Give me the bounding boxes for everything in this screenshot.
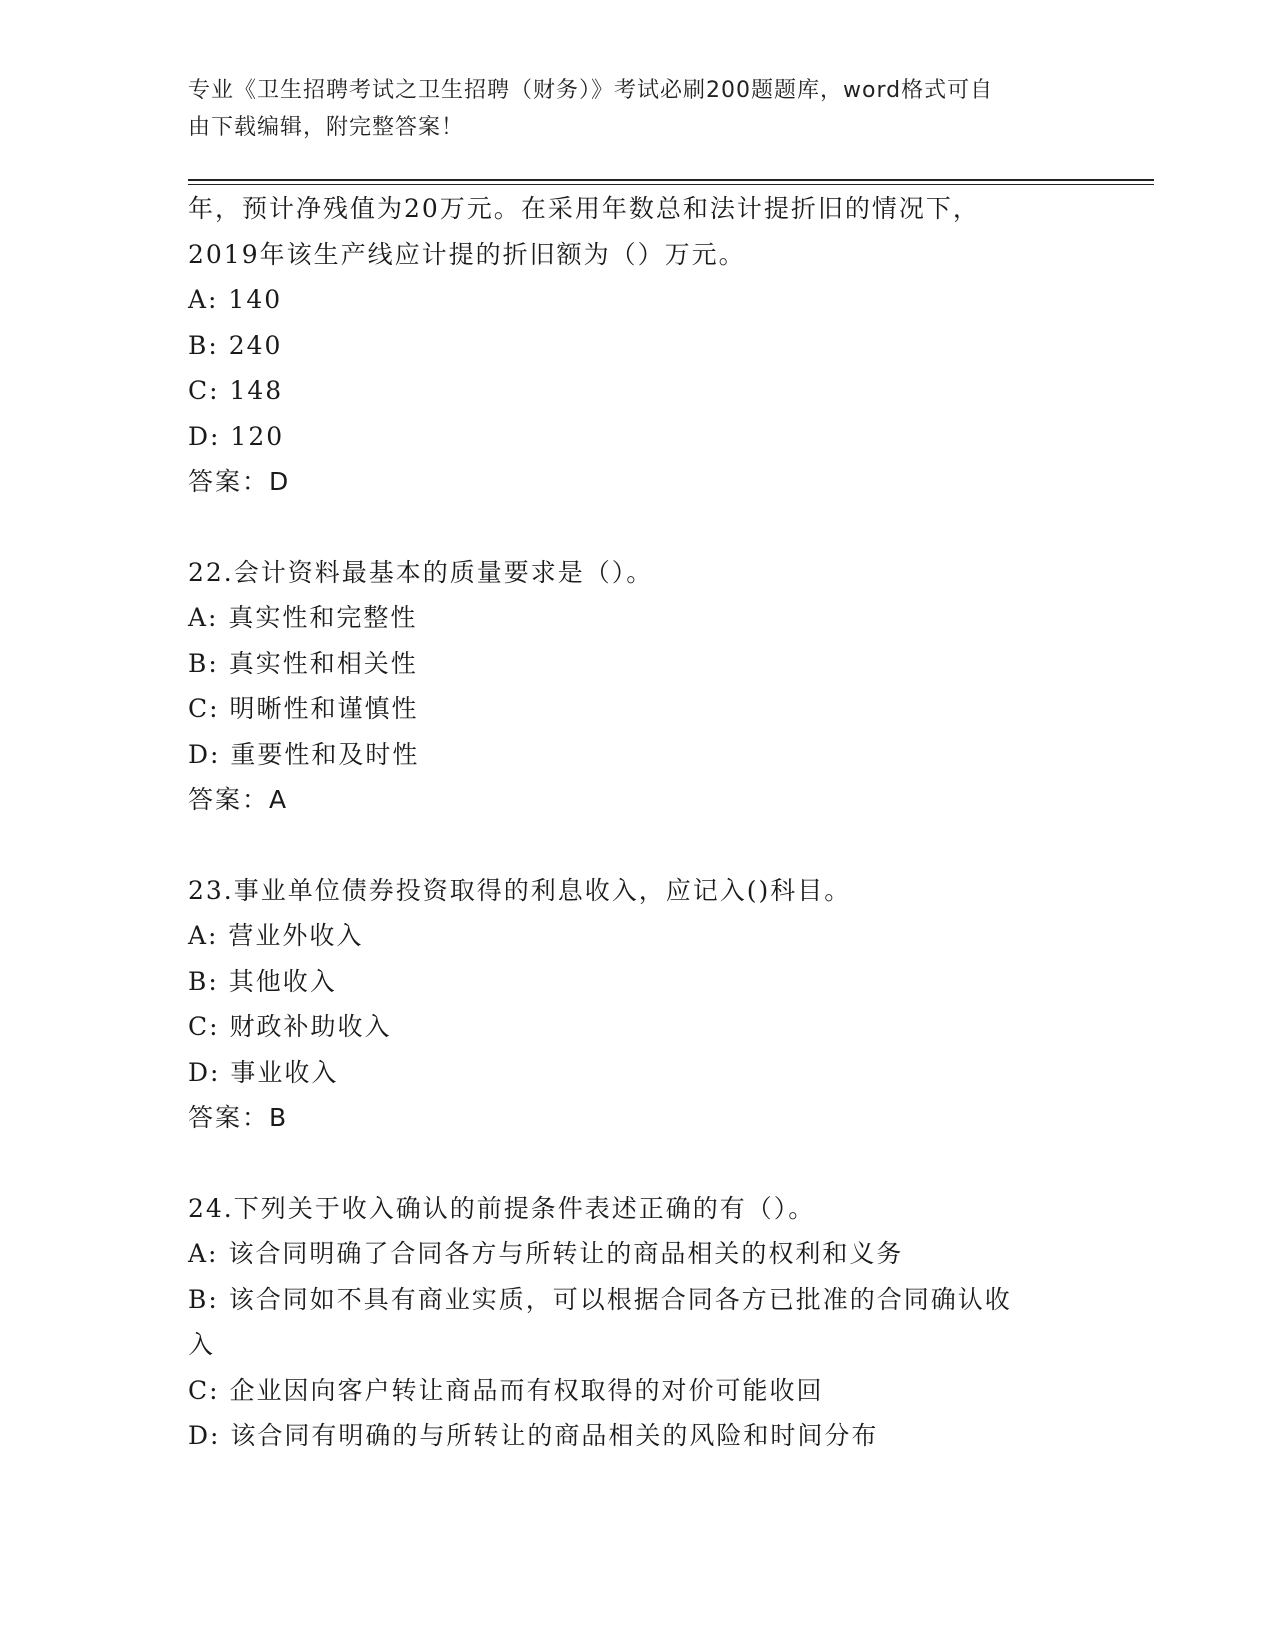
answer-line: 答案：B (188, 1103, 289, 1132)
header-title-line-2: 由下载编辑，附完整答案！ (188, 115, 465, 140)
option-d: D: 该合同有明确的与所转让的商品相关的风险和时间分布 (188, 1421, 879, 1450)
option-d: D: 事业收入 (188, 1057, 339, 1087)
option-d: D: 重要性和及时性 (188, 739, 420, 769)
option-c: C: 财政补助收入 (188, 1012, 392, 1041)
option-a: A: 140 (188, 285, 283, 314)
answer-line: 答案：D (188, 467, 291, 496)
question-stem: 23.事业单位债券投资取得的利息收入，应记入()科目。 (188, 875, 852, 905)
question-21 (188, 186, 1148, 505)
option-b-continuation: 入 (188, 1330, 216, 1359)
answer-line: 答案：A (188, 785, 289, 814)
question-stem: 24.下列关于收入确认的前提条件表述正确的有（）。 (188, 1193, 816, 1223)
option-d: D: 120 (188, 421, 285, 451)
option-b: B: 240 (188, 330, 283, 360)
option-a: A: 真实性和完整性 (188, 603, 418, 632)
option-b: B: 该合同如不具有商业实质，可以根据合同各方已批准的合同确认收 (188, 1284, 1012, 1314)
option-b: B: 其他收入 (188, 966, 337, 996)
header-title-line-1: 专业《卫生招聘考试之卫生招聘（财务）》考试必刷200题题库，word格式可自 (188, 78, 994, 103)
question-stem-line: 2019年该生产线应计提的折旧额为（）万元。 (188, 239, 746, 269)
header-divider-thick (188, 179, 1154, 181)
question-stem-line: 年，预计净残值为20万元。在采用年数总和法计提折旧的情况下， (188, 194, 980, 223)
question-list (188, 186, 1148, 1459)
question-22 (188, 550, 1148, 823)
option-c: C: 148 (188, 376, 284, 405)
option-c: C: 企业因向客户转让商品而有权取得的对价可能收回 (188, 1375, 824, 1405)
option-a: A: 该合同明确了合同各方与所转让的商品相关的权利和义务 (188, 1239, 904, 1268)
option-c: C: 明晰性和谨慎性 (188, 694, 419, 723)
question-23 (188, 868, 1148, 1141)
option-b: B: 真实性和相关性 (188, 648, 418, 678)
question-stem: 22.会计资料最基本的质量要求是（）。 (188, 557, 654, 587)
header-divider-thin (188, 184, 1154, 185)
document-header (188, 72, 1068, 146)
question-24 (188, 1186, 1148, 1459)
option-a: A: 营业外收入 (188, 921, 364, 950)
